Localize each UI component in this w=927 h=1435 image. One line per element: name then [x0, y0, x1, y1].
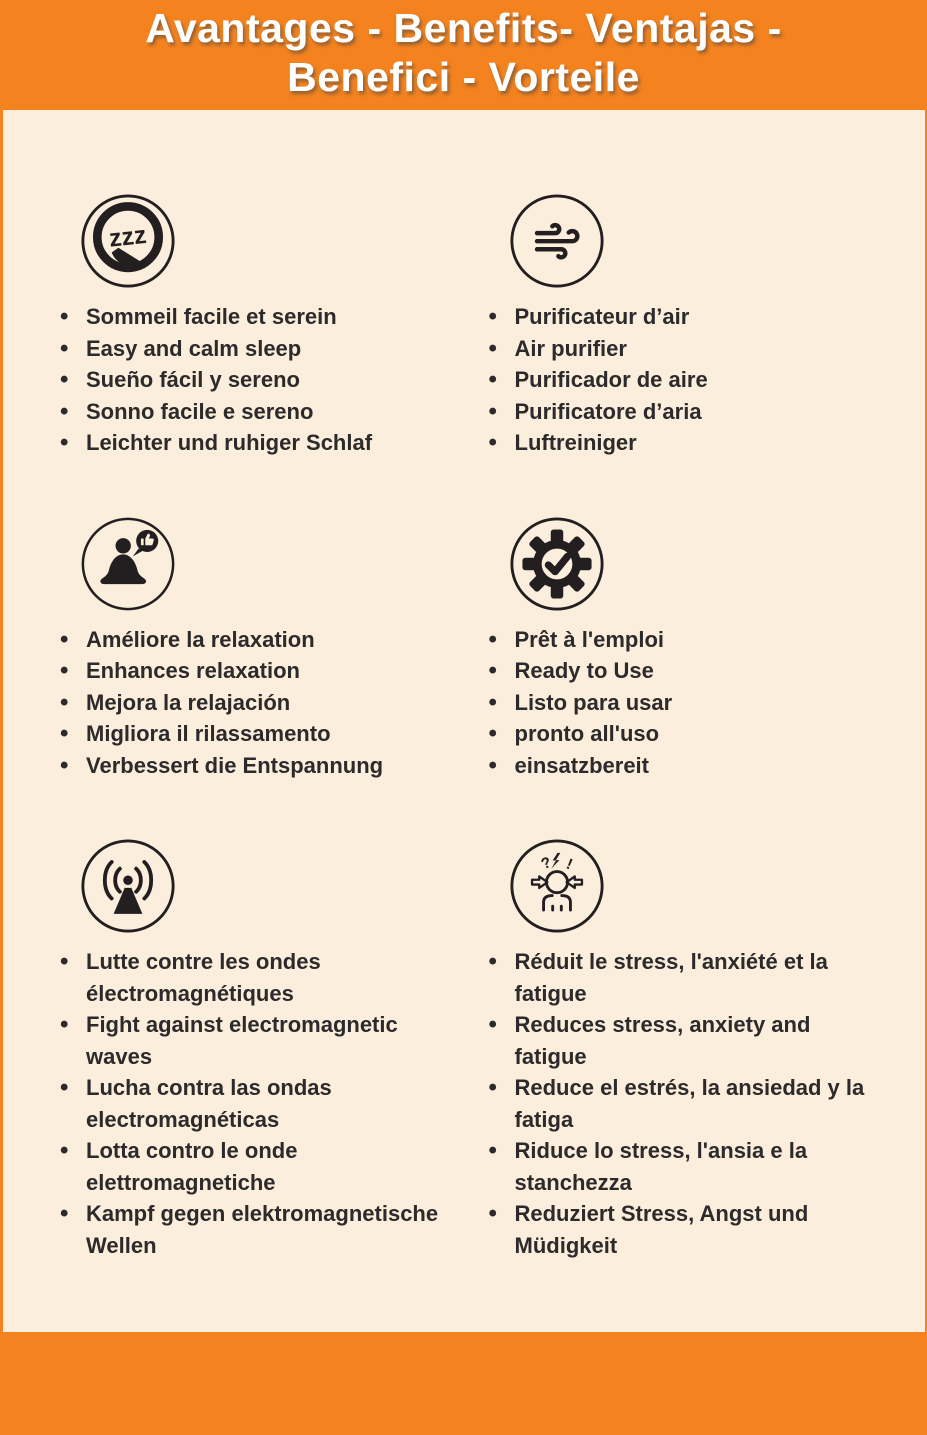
antenna-waves-icon	[80, 838, 176, 934]
benefit-item: • Enhances relaxation	[58, 655, 457, 687]
benefit-list-stress-reduction	[487, 946, 886, 1261]
benefit-item: • Fight against electromagnetic waves	[58, 1009, 457, 1072]
benefit-item: • Reduces stress, anxiety and fatigue	[487, 1009, 886, 1072]
benefit-section-electromagnetic-waves	[58, 838, 457, 1261]
benefit-item: • Listo para usar	[487, 687, 886, 719]
benefit-item: • Réduit le stress, l'anxiété et la fatigue	[487, 946, 886, 1009]
benefit-item: • Ready to Use	[487, 655, 886, 687]
benefit-item: • Leichter und ruhiger Schlaf	[58, 427, 457, 459]
benefit-item: • Prêt à l'emploi	[487, 624, 886, 656]
benefit-item: • pronto all'uso	[487, 718, 886, 750]
svg-text:?: ?	[538, 853, 554, 874]
benefit-item: • Verbessert die Entspannung	[58, 750, 457, 782]
benefit-item: • Améliore la relaxation	[58, 624, 457, 656]
benefit-list-sleep	[58, 301, 457, 459]
benefit-item: • Easy and calm sleep	[58, 333, 457, 365]
meditation-icon	[80, 516, 176, 612]
sleep-zzz-icon	[80, 193, 176, 289]
benefits-grid	[58, 193, 885, 1261]
stress-reduction-icon	[509, 838, 605, 934]
benefit-item: • Luftreiniger	[487, 427, 886, 459]
benefit-item: • einsatzbereit	[487, 750, 886, 782]
benefit-item: • Lucha contra las ondas electromagnéticas	[58, 1072, 457, 1135]
wind-air-icon	[509, 193, 605, 289]
benefit-item: • Reduziert Stress, Angst und Müdigkeit	[487, 1198, 886, 1261]
benefit-item: • Purificateur d’air	[487, 301, 886, 333]
benefit-item: • Sueño fácil y sereno	[58, 364, 457, 396]
benefit-item: • Sonno facile e sereno	[58, 396, 457, 428]
gear-check-icon	[509, 516, 605, 612]
benefit-item: • Purificador de aire	[487, 364, 886, 396]
benefit-list-electromagnetic-waves	[58, 946, 457, 1261]
page-title-line1: Avantages - Benefits- Ventajas -	[145, 5, 782, 51]
benefit-section-ready-to-use	[487, 516, 886, 782]
benefit-item: • Mejora la relajación	[58, 687, 457, 719]
benefit-list-air-purifier	[487, 301, 886, 459]
benefit-section-stress-reduction	[487, 838, 886, 1261]
svg-text:!: !	[563, 855, 575, 874]
benefit-item: • Air purifier	[487, 333, 886, 365]
benefit-section-air-purifier	[487, 193, 886, 459]
svg-text:zzz: zzz	[107, 220, 148, 253]
content-panel	[3, 110, 925, 1332]
benefit-item: • Lutte contre les ondes électromagnétiques	[58, 946, 457, 1009]
header-banner	[0, 0, 927, 110]
benefit-item: • Sommeil facile et serein	[58, 301, 457, 333]
benefit-item: • Riduce lo stress, l'ansia e la stanchezza	[487, 1135, 886, 1198]
benefit-item: • Kampf gegen elektromagnetische Wellen	[58, 1198, 457, 1261]
benefit-item: • Reduce el estrés, la ansiedad y la fatiga	[487, 1072, 886, 1135]
benefit-section-relaxation	[58, 516, 457, 782]
page-title-line2: Benefici - Vorteile	[287, 54, 640, 100]
benefit-section-sleep	[58, 193, 457, 459]
benefit-item: • Purificatore d’aria	[487, 396, 886, 428]
benefit-item: • Migliora il rilassamento	[58, 718, 457, 750]
benefit-list-ready-to-use	[487, 624, 886, 782]
benefit-item: • Lotta contro le onde elettromagnetiche	[58, 1135, 457, 1198]
benefit-list-relaxation	[58, 624, 457, 782]
